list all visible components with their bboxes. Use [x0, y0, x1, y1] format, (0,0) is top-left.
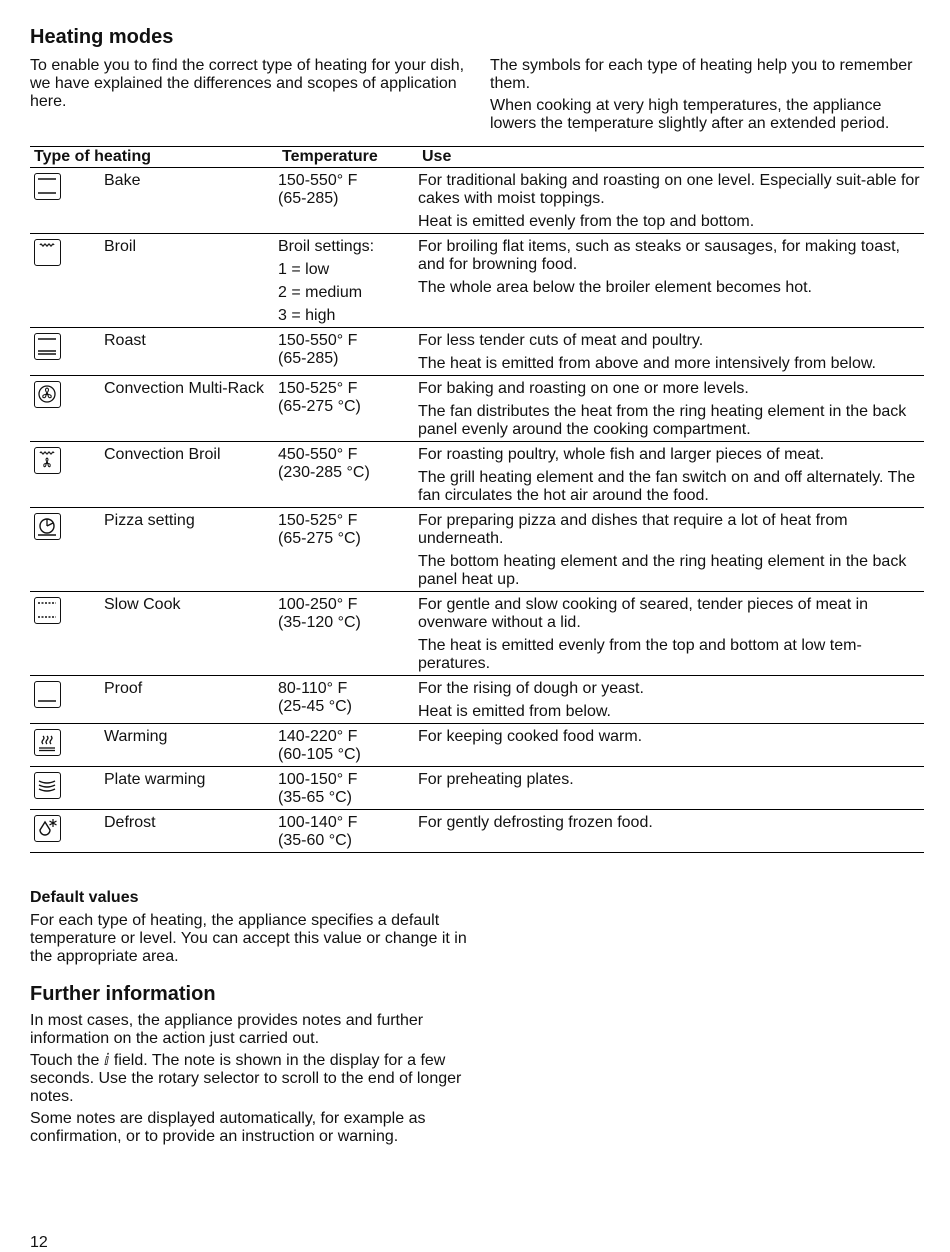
row-icon-cell — [30, 592, 104, 676]
proof-icon — [34, 681, 61, 708]
temperature-cell — [278, 724, 418, 767]
roast-icon — [34, 333, 61, 360]
table-row — [30, 328, 924, 376]
use-text: For broiling flat items, such as steaks or sausages, for making toast, and for browning food. — [418, 238, 900, 273]
default-values-text: For each type of heating, the appliance specifies a default temperature or level. You can accept this value or change it in the appropriate area. — [30, 912, 467, 965]
further-information-heading: Further information — [30, 983, 216, 1005]
temperature-line: 100-250° F — [278, 596, 358, 613]
use-text: For traditional baking and roasting on one level. Especially suit-able for cakes with moist toppings. — [418, 172, 920, 207]
table-row — [30, 376, 924, 442]
intro-right — [490, 57, 930, 137]
row-icon-cell — [30, 810, 104, 853]
use-cell — [418, 168, 924, 234]
heating-type-name: Broil — [104, 234, 278, 328]
use-cell — [418, 376, 924, 442]
heating-type-name: Pizza setting — [104, 508, 278, 592]
use-text: For gently defrosting frozen food. — [418, 814, 653, 831]
temperature-line: 2 = medium — [278, 284, 363, 301]
temperature-line: (65-285) — [278, 350, 339, 367]
table-row — [30, 810, 924, 853]
row-icon-cell — [30, 767, 104, 810]
temperature-cell — [278, 592, 418, 676]
use-cell — [418, 234, 924, 328]
table-row — [30, 592, 924, 676]
header-temperature: Temperature — [278, 147, 418, 168]
temperature-line: 3 = high — [278, 307, 336, 324]
temperature-line: (35-120 °C) — [278, 614, 361, 631]
table-row — [30, 724, 924, 767]
temperature-line: 80-110° F — [278, 680, 348, 697]
use-cell — [418, 592, 924, 676]
use-cell — [418, 508, 924, 592]
row-icon-cell — [30, 328, 104, 376]
temperature-line: Broil settings: — [278, 238, 375, 255]
use-text: The heat is emitted from above and more intensively from below. — [418, 355, 876, 372]
section-title: Heating modes — [30, 26, 174, 48]
temperature-line: (65-285) — [278, 190, 339, 207]
table-row — [30, 508, 924, 592]
intro-left-text: To enable you to find the correct type of heating for your dish, we have explained the differences and scopes of application here. — [30, 57, 465, 110]
convection-broil-icon — [34, 447, 61, 474]
use-text: The fan distributes the heat from the ring heating element in the back panel evenly around the cooking compartment. — [418, 403, 907, 438]
heating-type-name: Convection Broil — [104, 442, 278, 508]
temperature-cell — [278, 810, 418, 853]
heating-type-name: Roast — [104, 328, 278, 376]
use-cell — [418, 442, 924, 508]
temperature-line: (35-60 °C) — [278, 832, 352, 849]
temperature-line: (60-105 °C) — [278, 746, 361, 763]
use-text: The heat is emitted evenly from the top and bottom at low tem-peratures. — [418, 637, 862, 672]
row-icon-cell — [30, 168, 104, 234]
temperature-line: 100-140° F — [278, 814, 358, 831]
temperature-cell — [278, 328, 418, 376]
table-row — [30, 676, 924, 724]
use-text: Heat is emitted from below. — [418, 703, 611, 720]
temperature-line: (230-285 °C) — [278, 464, 370, 481]
table-row — [30, 168, 924, 234]
temperature-cell — [278, 676, 418, 724]
use-text: For gentle and slow cooking of seared, tender pieces of meat in ovenware without a lid. — [418, 596, 869, 631]
use-cell — [418, 767, 924, 810]
use-text: The grill heating element and the fan switch on and off alternately. The fan circulates the hot air around the food. — [418, 469, 916, 504]
use-text: Heat is emitted evenly from the top and bottom. — [418, 213, 755, 230]
use-text: For baking and roasting on one or more levels. — [418, 380, 749, 397]
heating-modes-table — [30, 146, 924, 853]
temperature-line: 150-550° F — [278, 172, 358, 189]
heating-type-name: Slow Cook — [104, 592, 278, 676]
use-text: For roasting poultry, whole fish and larger pieces of meat. — [418, 446, 825, 463]
temperature-line: (65-275 °C) — [278, 530, 361, 547]
broil-icon — [34, 239, 61, 266]
use-cell — [418, 676, 924, 724]
plate-warming-icon — [34, 772, 61, 799]
slow-cook-icon — [34, 597, 61, 624]
temperature-line: (25-45 °C) — [278, 698, 352, 715]
further-paragraph: Some notes are displayed automatically, for example as confirmation, or to provide an instruction or warning. — [30, 1110, 426, 1145]
page-number: 12 — [30, 1234, 48, 1251]
use-text: For the rising of dough or yeast. — [418, 680, 644, 697]
row-icon-cell — [30, 442, 104, 508]
row-icon-cell — [30, 376, 104, 442]
default-values-heading: Default values — [30, 889, 139, 906]
table-row — [30, 767, 924, 810]
header-use: Use — [418, 147, 924, 168]
intro-left — [30, 57, 470, 111]
heating-type-name: Convection Multi-Rack — [104, 376, 278, 442]
use-text: The whole area below the broiler element becomes hot. — [418, 279, 812, 296]
intro-right-text: The symbols for each type of heating help you to remember them. — [490, 57, 913, 92]
temperature-line: 150-550° F — [278, 332, 358, 349]
use-text: For less tender cuts of meat and poultry. — [418, 332, 704, 349]
heating-type-name: Defrost — [104, 810, 278, 853]
temperature-cell — [278, 442, 418, 508]
use-cell — [418, 724, 924, 767]
row-icon-cell — [30, 676, 104, 724]
row-icon-cell — [30, 724, 104, 767]
use-cell — [418, 810, 924, 853]
further-paragraph: Touch the ⅈ field. The note is shown in the display for a few seconds. Use the rotary selector to scroll to the end of longer notes. — [30, 1052, 462, 1105]
further-information — [30, 1012, 470, 1150]
defrost-icon — [34, 815, 61, 842]
temperature-line: 140-220° F — [278, 728, 358, 745]
temperature-line: (65-275 °C) — [278, 398, 361, 415]
table-row — [30, 442, 924, 508]
heating-type-name: Warming — [104, 724, 278, 767]
temperature-cell — [278, 168, 418, 234]
bake-icon — [34, 173, 61, 200]
temperature-line: 100-150° F — [278, 771, 358, 788]
convection-fan-icon — [34, 381, 61, 408]
use-text: For keeping cooked food warm. — [418, 728, 643, 745]
temperature-line: 450-550° F — [278, 446, 358, 463]
warming-icon — [34, 729, 61, 756]
use-text: For preparing pizza and dishes that require a lot of heat from underneath. — [418, 512, 848, 547]
use-text: For preheating plates. — [418, 771, 574, 788]
heating-type-name: Plate warming — [104, 767, 278, 810]
temperature-cell — [278, 376, 418, 442]
row-icon-cell — [30, 508, 104, 592]
heating-type-name: Proof — [104, 676, 278, 724]
temperature-line: (35-65 °C) — [278, 789, 352, 806]
header-type: Type of heating — [30, 147, 278, 168]
pizza-icon — [34, 513, 61, 540]
use-cell — [418, 328, 924, 376]
temperature-line: 1 = low — [278, 261, 330, 278]
table-header-row — [30, 147, 924, 168]
temperature-cell — [278, 508, 418, 592]
use-text: The bottom heating element and the ring heating element in the back panel heat up. — [418, 553, 907, 588]
table-row — [30, 234, 924, 328]
temperature-line: 150-525° F — [278, 512, 358, 529]
heating-type-name: Bake — [104, 168, 278, 234]
temperature-cell — [278, 234, 418, 328]
temperature-line: 150-525° F — [278, 380, 358, 397]
intro-right-text: When cooking at very high temperatures, the appliance lowers the temperature slightly after an extended period. — [490, 97, 890, 132]
row-icon-cell — [30, 234, 104, 328]
temperature-cell — [278, 767, 418, 810]
further-paragraph: In most cases, the appliance provides notes and further information on the action just carried out. — [30, 1012, 424, 1047]
